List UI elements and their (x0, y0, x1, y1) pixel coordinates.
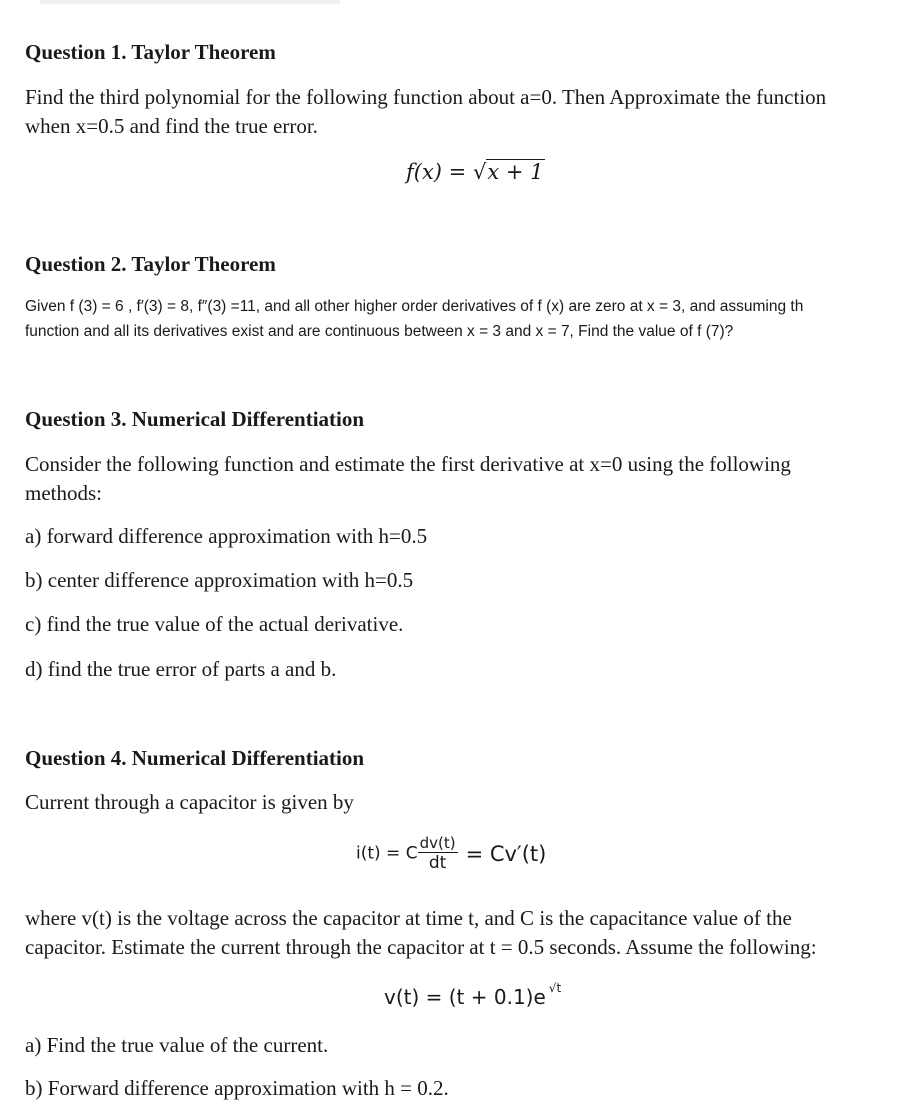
q4-where-line1: where v(t) is the voltage across the capacitor at time t, and C is the capacitance value of the (25, 906, 792, 930)
q4-eq1-lhs: i(t) = C (356, 843, 418, 864)
q2-text-line2: function and all its derivatives exist and are continuous between x = 3 and x = 7, Find the value of f (7)? (25, 323, 734, 340)
q1-equation (406, 160, 545, 184)
q3-item-d: d) find the true error of parts a and b. (25, 657, 337, 681)
q4-eq1-fraction (418, 834, 458, 873)
q2-text-line1: Given f (3) = 6 , f′(3) = 8, f″(3) =11, and all other higher order derivatives of f (x) are zero at x = 3, and assuming th (25, 298, 804, 315)
q4-eq1-numerator: dv(t) (419, 834, 456, 852)
q1-equation-lhs: f(x) = (406, 160, 473, 184)
q2-title: Question 2. Taylor Theorem (25, 252, 276, 276)
q4-equation-voltage (384, 981, 562, 1009)
q4-eq2-exponent: √t (548, 981, 562, 995)
q3-item-a: a) forward difference approximation with h=0.5 (25, 524, 428, 548)
square-root-icon: √ (472, 160, 487, 184)
q4-eq1-denominator: dt (428, 853, 447, 873)
q1-text-line1: Find the third polynomial for the following function about a=0. Then Approximate the function (25, 85, 827, 109)
q3-item-c: c) find the true value of the actual derivative. (25, 612, 404, 636)
q4-intro: Current through a capacitor is given by (25, 790, 354, 814)
q3-title: Question 3. Numerical Differentiation (25, 407, 365, 431)
q4-where-line2: capacitor. Estimate the current through the capacitor at t = 0.5 seconds. Assume the following: (25, 935, 817, 959)
q4-item-b: b) Forward difference approximation with h = 0.2. (25, 1076, 449, 1100)
q4-item-a: a) Find the true value of the current. (25, 1033, 329, 1057)
top-decorative-bar (40, 0, 340, 4)
q4-eq1-rhs: = Cv′(t) (465, 841, 547, 866)
q3-item-b: b) center difference approximation with h=0.5 (25, 568, 414, 592)
q3-text-line2: methods: (25, 481, 102, 505)
q4-equation-current (356, 834, 546, 873)
q4-eq2-main: v(t) = (t + 0.1)e (384, 985, 546, 1009)
q1-title: Question 1. Taylor Theorem (25, 40, 276, 64)
q3-text-line1: Consider the following function and estimate the first derivative at x=0 using the following (25, 452, 791, 476)
q1-text-line2: when x=0.5 and find the true error. (25, 114, 318, 138)
q4-title: Question 4. Numerical Differentiation (25, 746, 365, 770)
q1-equation-radicand: x + 1 (487, 160, 544, 184)
